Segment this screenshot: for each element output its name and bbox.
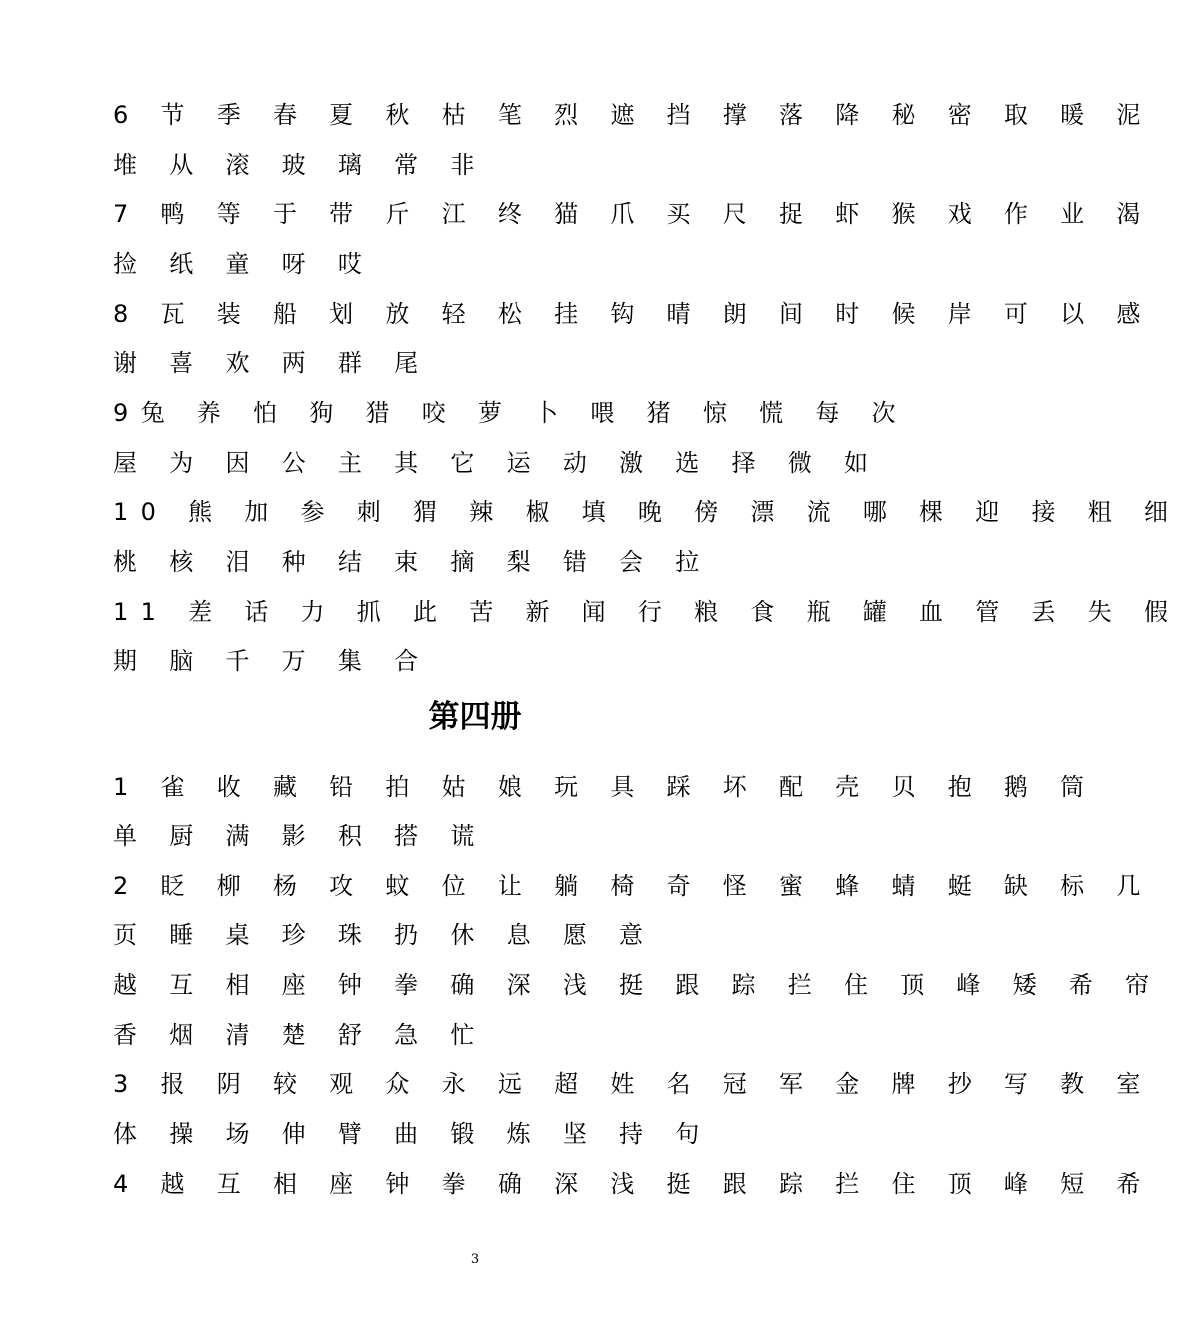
section-heading: 第四册: [428, 699, 522, 735]
text-line: 9兔 养 怕 狗 猎 咬 萝 卜 喂 猪 惊 慌 每 次: [113, 399, 908, 427]
text-line: 10 熊 加 参 刺 猬 辣 椒 填 晚 傍 漂 流 哪 棵 迎 接 粗 细: [113, 498, 1180, 526]
text-line: 香 烟 清 楚 舒 急 忙: [113, 1021, 487, 1049]
text-line: 8 瓦 装 船 划 放 轻 松 挂 钩 晴 朗 间 时 候 岸 可 以 感: [113, 300, 1153, 328]
text-line: 谢 喜 欢 两 群 尾: [113, 349, 431, 377]
text-line: 单 厨 满 影 积 搭 谎: [113, 822, 487, 850]
text-line: 桃 核 泪 种 结 束 摘 梨 错 会 拉: [113, 548, 712, 576]
text-line: 1 雀 收 藏 铅 拍 姑 娘 玩 具 踩 坏 配 壳 贝 抱 鹅 筒: [113, 773, 1097, 801]
text-line: 2 眨 柳 杨 攻 蚊 位 让 躺 椅 奇 怪 蜜 蜂 蜻 蜓 缺 标 几: [113, 872, 1153, 900]
page-number: 3: [470, 1252, 480, 1267]
text-line: 屋 为 因 公 主 其 它 运 动 激 选 择 微 如: [113, 449, 881, 477]
text-line: 3 报 阴 较 观 众 永 远 超 姓 名 冠 军 金 牌 抄 写 教 室: [113, 1070, 1153, 1098]
text-line: 页 睡 桌 珍 珠 扔 休 息 愿 意: [113, 921, 656, 949]
text-line: 捡 纸 童 呀 哎: [113, 250, 375, 278]
text-line: 6 节 季 春 夏 秋 枯 笔 烈 遮 挡 撑 落 降 秘 密 取 暖 泥: [113, 101, 1153, 129]
text-line: 11 差 话 力 抓 此 苦 新 闻 行 粮 食 瓶 罐 血 管 丢 失 假: [113, 598, 1180, 626]
text-line: 越 互 相 座 钟 拳 确 深 浅 挺 跟 踪 拦 住 顶 峰 矮 希 帘: [113, 971, 1162, 999]
text-line: 4 越 互 相 座 钟 拳 确 深 浅 挺 跟 踪 拦 住 顶 峰 短 希: [113, 1170, 1153, 1198]
text-line: 7 鸭 等 于 带 斤 江 终 猫 爪 买 尺 捉 虾 猴 戏 作 业 渴: [113, 200, 1153, 228]
text-line: 体 操 场 伸 臂 曲 锻 炼 坚 持 句: [113, 1120, 712, 1148]
text-line: 期 脑 千 万 集 合: [113, 647, 431, 675]
text-line: 堆 从 滚 玻 璃 常 非: [113, 151, 487, 179]
